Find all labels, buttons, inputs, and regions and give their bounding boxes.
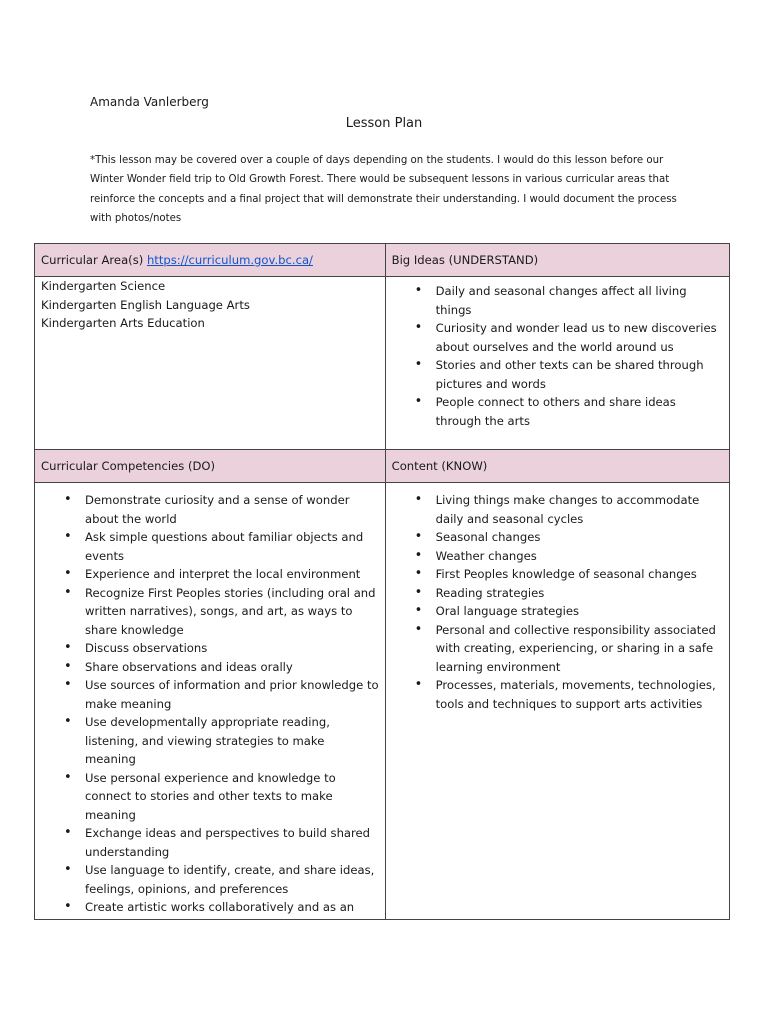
big-ideas-header: Big Ideas (UNDERSTAND) [385, 244, 729, 277]
content-header: Content (KNOW) [385, 450, 729, 483]
list-item: • Processes, materials, movements, technologies, tools and techniques to support arts activities [436, 676, 723, 713]
list-item: • Ask simple questions about familiar objects and events [85, 528, 379, 565]
competencies-header: Curricular Competencies (DO) [35, 450, 386, 483]
areas-cell [35, 277, 386, 450]
table-row [35, 483, 730, 920]
area-item: Kindergarten Arts Education [41, 316, 205, 330]
list-item: • Demonstrate curiosity and a sense of wonder about the world [85, 491, 379, 528]
list-item: • Use developmentally appropriate reading, listening, and viewing strategies to make meaning [85, 713, 379, 769]
list-item: • People connect to others and share ideas through the arts [436, 393, 723, 430]
table-header-row [35, 244, 730, 277]
list-item: • Curiosity and wonder lead us to new discoveries about ourselves and the world around us [436, 319, 723, 356]
curricular-area-label: Curricular Area(s) [41, 252, 144, 267]
list-item: • Oral language strategies [436, 602, 723, 621]
list-item: • First Peoples knowledge of seasonal changes [436, 565, 723, 584]
list-item: • Personal and collective responsibility associated with creating, experiencing, or sharing in a safe learning environment [436, 621, 723, 677]
curricular-area-header [35, 244, 386, 277]
area-item: Kindergarten English Language Arts [41, 297, 250, 312]
lesson-plan-table [34, 243, 730, 920]
list-item: • Experience and interpret the local environment [85, 565, 379, 584]
table-row [35, 277, 730, 450]
competencies-cell [35, 483, 386, 920]
list-item: • Weather changes [436, 547, 723, 566]
big-ideas-list [392, 277, 723, 430]
competencies-list [41, 483, 379, 917]
curriculum-link[interactable]: https://curriculum.gov.bc.ca/ [146, 252, 313, 267]
table-header-row [35, 450, 730, 483]
list-item: • Reading strategies [436, 584, 723, 603]
page-title: Lesson Plan [345, 116, 423, 131]
author-name: Amanda Vanlerberg [90, 95, 209, 109]
list-item: • Exchange ideas and perspectives to build shared understanding [85, 824, 379, 861]
list-item: • Living things make changes to accommodate daily and seasonal cycles [436, 491, 723, 528]
list-item: • Seasonal changes [436, 528, 723, 547]
list-item: • Use sources of information and prior knowledge to make meaning [85, 676, 379, 713]
list-item: • Use language to identify, create, and share ideas, feelings, opinions, and preferences [85, 861, 379, 898]
list-item: • Discuss observations [85, 639, 379, 658]
area-item: Kindergarten Science [41, 279, 166, 293]
list-item: • Recognize First Peoples stories (including oral and written narratives), songs, and art, as ways to share knowledge [85, 584, 379, 640]
lesson-note: *This lesson may be covered over a couple of days depending on the students. I would do this lesson before our Winter Wonder field trip to Old Growth Forest. There would be subsequent lessons in various curricular areas that reinforce the concepts and a final project that will demonstrate their understanding. I would document the process with photos/notes [90, 155, 677, 224]
big-ideas-cell [385, 277, 729, 450]
content-cell [385, 483, 729, 920]
list-item: • Create artistic works collaboratively and as an [85, 898, 379, 917]
list-item: • Daily and seasonal changes affect all living things [436, 282, 723, 319]
content-list [392, 483, 723, 713]
list-item: • Stories and other texts can be shared through pictures and words [436, 356, 723, 393]
list-item: • Share observations and ideas orally [85, 658, 379, 677]
list-item: • Use personal experience and knowledge to connect to stories and other texts to make meaning [85, 769, 379, 825]
